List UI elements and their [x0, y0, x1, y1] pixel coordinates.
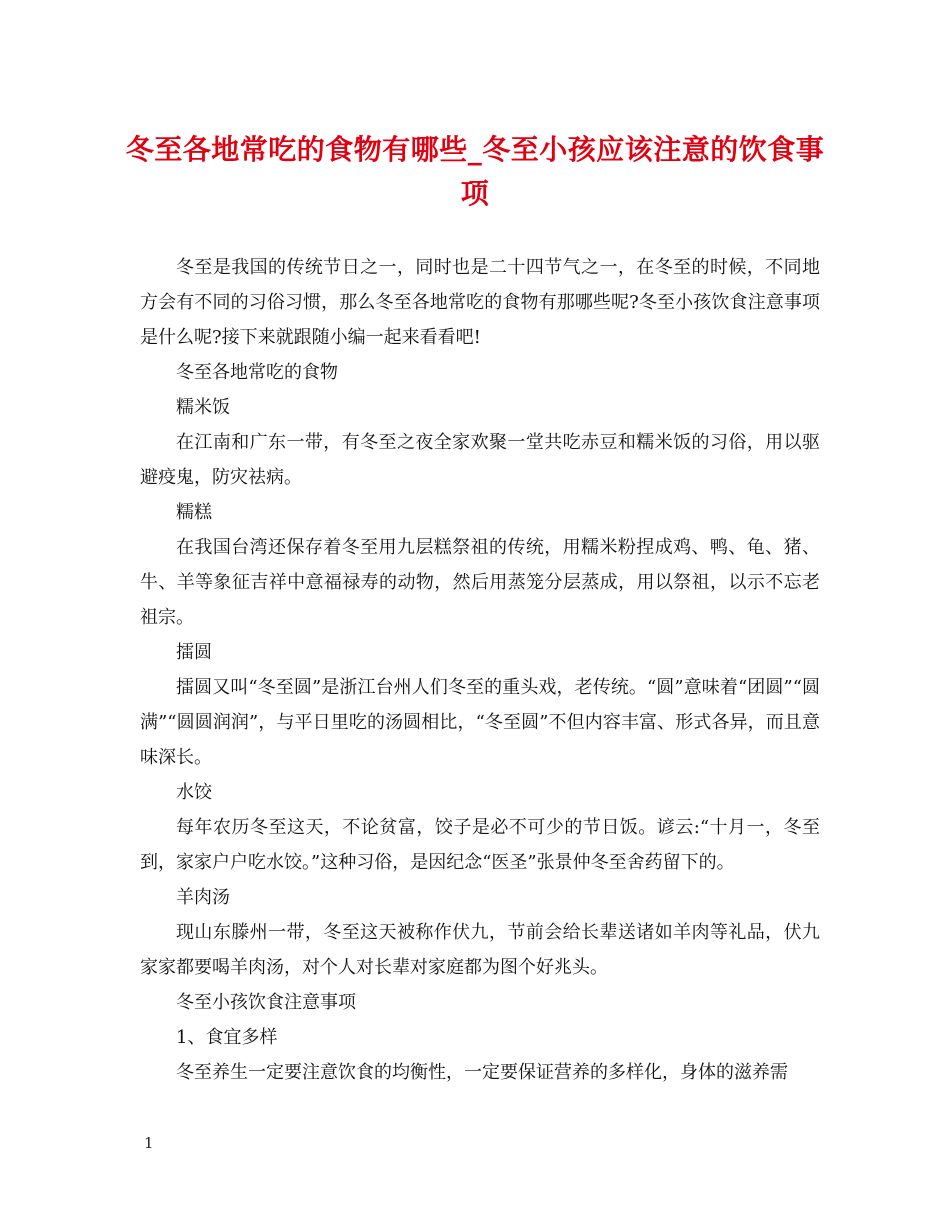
subheading-rice-cake: 糯糕: [176, 502, 212, 523]
paragraph-glutinous-rice: 在江南和广东一带，有冬至之夜全家欢聚一堂共吃赤豆和糯米饭的习俗，用以驱避疫鬼，防灾祛病。: [140, 432, 820, 488]
section-heading-foods: 冬至各地常吃的食物: [176, 362, 338, 383]
subheading-diverse-food: 1、食宜多样: [176, 1027, 278, 1048]
paragraph-diverse-food: 冬至养生一定要注意饮食的均衡性，一定要保证营养的多样化，身体的滋养需: [176, 1062, 788, 1083]
page-number: 1: [144, 1134, 154, 1152]
document-body: [140, 250, 820, 1090]
document-title: 冬至各地常吃的食物有哪些_冬至小孩应该注意的饮食事项: [125, 133, 825, 210]
section-heading-children-diet: 冬至小孩饮食注意事项: [176, 992, 356, 1013]
paragraph-dumplings: 每年农历冬至这天，不论贫富，饺子是必不可少的节日饭。谚云:“十月一，冬至到，家家户户吃水饺。”这种习俗，是因纪念“医圣”张景仲冬至舍药留下的。: [140, 817, 820, 873]
subheading-dumplings: 水饺: [176, 782, 212, 803]
subheading-mutton-soup: 羊肉汤: [176, 887, 230, 908]
subheading-leiyuan: 擂圆: [176, 642, 212, 663]
paragraph-leiyuan: 擂圆又叫“冬至圆”是浙江台州人们冬至的重头戏，老传统。“圆”意味着“团圆”“圆满”“圆圆润润”，与平日里吃的汤圆相比，“冬至圆”不但内容丰富、形式各异，而且意味深长。: [140, 677, 820, 768]
paragraph-rice-cake: 在我国台湾还保存着冬至用九层糕祭祖的传统，用糯米粉捏成鸡、鸭、龟、猪、牛、羊等象征吉祥中意福禄寿的动物，然后用蒸笼分层蒸成，用以祭祖，以示不忘老祖宗。: [140, 537, 820, 628]
subheading-glutinous-rice: 糯米饭: [176, 397, 230, 418]
paragraph-mutton-soup: 现山东滕州一带，冬至这天被称作伏九，节前会给长辈送诸如羊肉等礼品，伏九家家都要喝羊肉汤，对个人对长辈对家庭都为图个好兆头。: [140, 922, 820, 978]
intro-paragraph: 冬至是我国的传统节日之一，同时也是二十四节气之一，在冬至的时候，不同地方会有不同的习俗习惯，那么冬至各地常吃的食物有那哪些呢?冬至小孩饮食注意事项是什么呢?接下来就跟随小编一起来看看吧!: [140, 257, 820, 348]
